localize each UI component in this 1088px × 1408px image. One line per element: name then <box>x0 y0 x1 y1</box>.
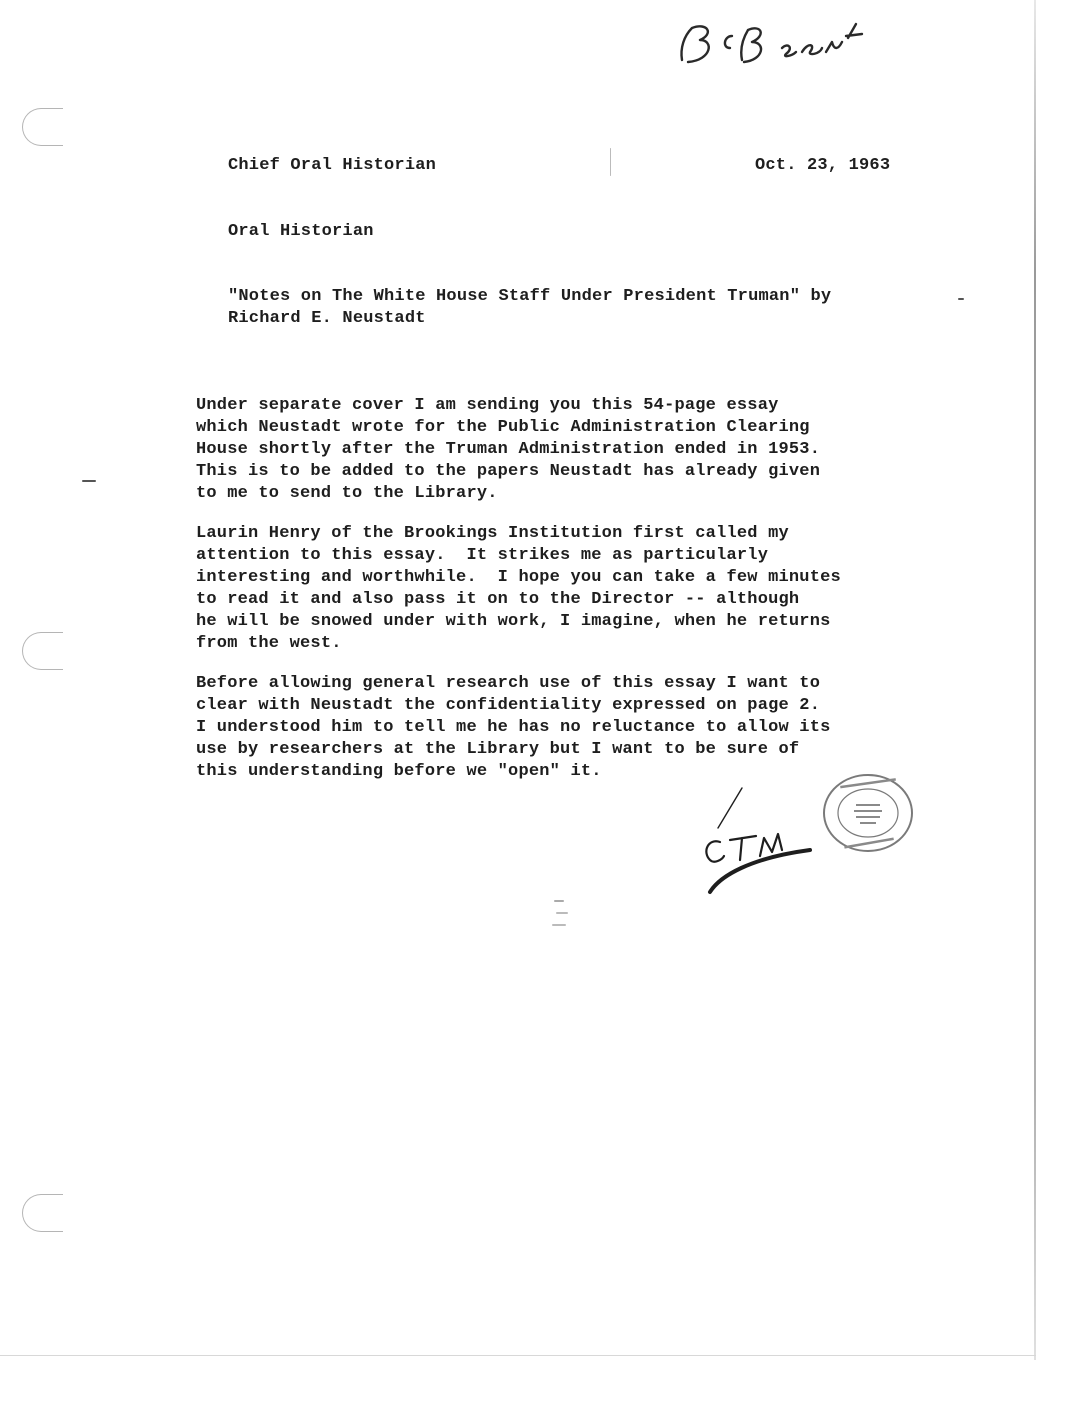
paragraph-1-line-1: Under separate cover I am sending you this 54-page essay <box>196 396 779 415</box>
smudge-mark <box>610 148 611 176</box>
paragraph-3-line-3: I understood him to tell me he has no reluctance to allow its <box>196 718 831 737</box>
smudge-mark <box>554 900 564 902</box>
paragraph-1-line-3: House shortly after the Truman Administration ended in 1953. <box>196 440 821 459</box>
paragraph-3-line-5: this understanding before we "open" it. <box>196 762 602 781</box>
margin-mark <box>82 480 96 482</box>
punch-hole-bottom <box>22 1194 63 1232</box>
punch-hole-middle <box>22 632 63 670</box>
paragraph-2-line-4: to read it and also pass it on to the Director -- although <box>196 590 800 609</box>
paragraph-1-line-2: which Neustadt wrote for the Public Administration Clearing <box>196 418 810 437</box>
memo-to: Oral Historian <box>228 222 374 241</box>
handwritten-top-note <box>670 8 910 78</box>
paragraph-1-line-5: to me to send to the Library. <box>196 484 498 503</box>
paragraph-2-line-1: Laurin Henry of the Brookings Institution first called my <box>196 524 789 543</box>
paragraph-2-line-5: he will be snowed under with work, I imagine, when he returns <box>196 612 831 631</box>
paragraph-3-line-1: Before allowing general research use of this essay I want to <box>196 674 821 693</box>
punch-hole-top <box>22 108 63 146</box>
memo-date: Oct. 23, 1963 <box>755 156 891 175</box>
smudge-mark <box>556 912 568 914</box>
page-bottom-edge <box>0 1355 1036 1356</box>
handwritten-initials <box>680 780 830 900</box>
smudge-mark <box>552 924 566 926</box>
paragraph-1-line-4: This is to be added to the papers Neustadt has already given <box>196 462 821 481</box>
memo-from: Chief Oral Historian <box>228 156 437 175</box>
page-right-edge <box>1034 0 1036 1360</box>
margin-mark <box>958 298 964 300</box>
paragraph-2-line-2: attention to this essay. It strikes me as particularly <box>196 546 769 565</box>
paragraph-3-line-4: use by researchers at the Library but I want to be sure of <box>196 740 800 759</box>
memo-subject-line-1: "Notes on The White House Staff Under President Truman" by <box>228 287 832 306</box>
paragraph-2-line-6: from the west. <box>196 634 342 653</box>
paragraph-3-line-2: clear with Neustadt the confidentiality expressed on page 2. <box>196 696 821 715</box>
memo-subject-line-2: Richard E. Neustadt <box>228 309 426 328</box>
library-stamp <box>820 770 916 856</box>
paragraph-2-line-3: interesting and worthwhile. I hope you can take a few minutes <box>196 568 841 587</box>
